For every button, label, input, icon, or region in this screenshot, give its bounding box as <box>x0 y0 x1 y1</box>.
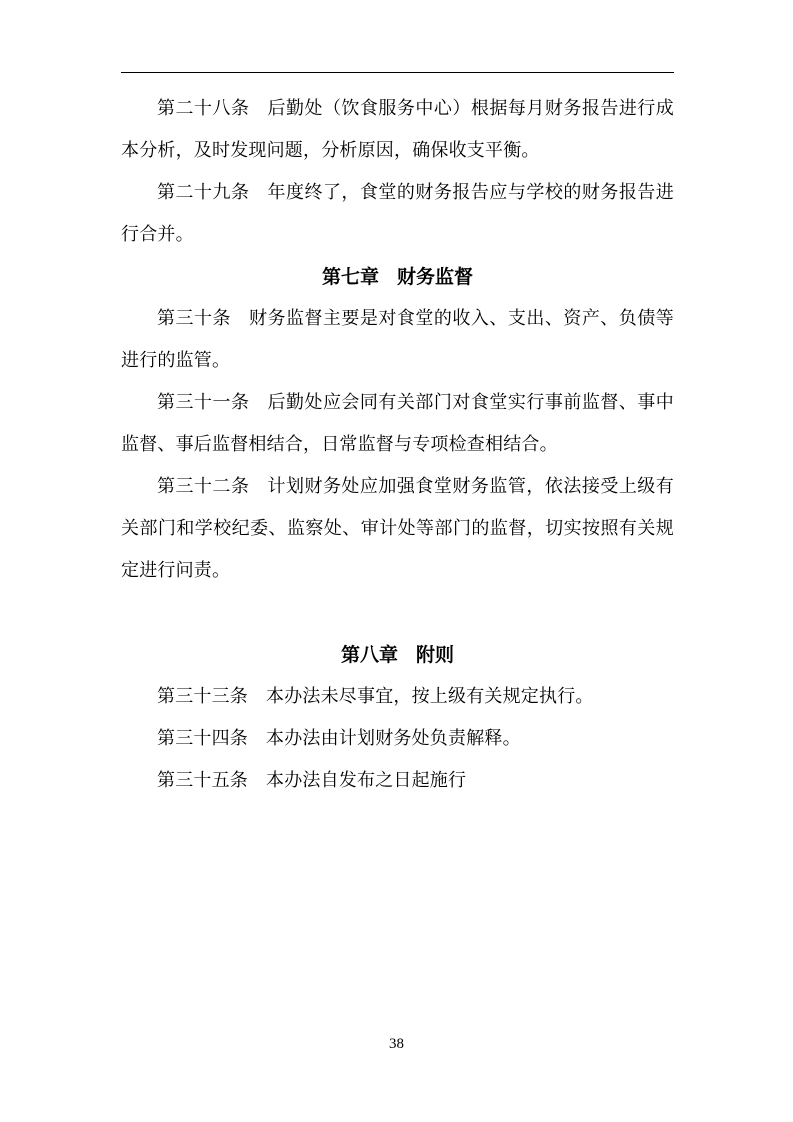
article-text: 后勤处（饮食服务中心）根据每月财务报告进行成本分析，及时发现问题，分析原因，确保收支平衡。 <box>121 98 674 161</box>
section-gap <box>121 592 674 634</box>
article-28 <box>121 88 674 172</box>
article-text: 年度终了，食堂的财务报告应与学校的财务报告进行合并。 <box>121 182 674 245</box>
page-number: 38 <box>389 1036 404 1052</box>
article-35 <box>121 760 674 802</box>
article-number: 第三十五条 <box>157 770 248 791</box>
article-number: 第三十一条 <box>157 392 250 413</box>
article-number: 第二十八条 <box>157 98 250 119</box>
chapter-8-heading <box>121 634 674 676</box>
document-body <box>121 88 674 802</box>
article-29 <box>121 172 674 256</box>
chapter-number: 第八章 <box>340 644 398 666</box>
chapter-7-heading <box>121 256 674 298</box>
chapter-title: 财务监督 <box>397 266 474 288</box>
article-34 <box>121 718 674 760</box>
article-33 <box>121 676 674 718</box>
article-text: 本办法由计划财务处负责解释。 <box>266 728 521 749</box>
article-number: 第三十二条 <box>157 476 250 497</box>
article-32 <box>121 466 674 592</box>
article-number: 第三十四条 <box>157 728 248 749</box>
article-number: 第三十三条 <box>157 686 248 707</box>
article-text: 后勤处应会同有关部门对食堂实行事前监督、事中监督、事后监督相结合，日常监督与专项检查相结合。 <box>121 392 674 455</box>
article-text: 本办法未尽事宜，按上级有关规定执行。 <box>266 686 594 707</box>
header-rule <box>121 72 674 73</box>
article-number: 第三十条 <box>157 308 231 329</box>
chapter-title: 附则 <box>416 644 455 666</box>
article-number: 第二十九条 <box>157 182 250 203</box>
chapter-number: 第七章 <box>321 266 379 288</box>
article-31 <box>121 382 674 466</box>
article-text: 本办法自发布之日起施行 <box>266 770 467 791</box>
article-text: 计划财务处应加强食堂财务监管，依法接受上级有关部门和学校纪委、监察处、审计处等部门的监督，切实按照有关规定进行问责。 <box>121 476 674 581</box>
article-text: 财务监督主要是对食堂的收入、支出、资产、负债等进行的监管。 <box>121 308 674 371</box>
article-30 <box>121 298 674 382</box>
